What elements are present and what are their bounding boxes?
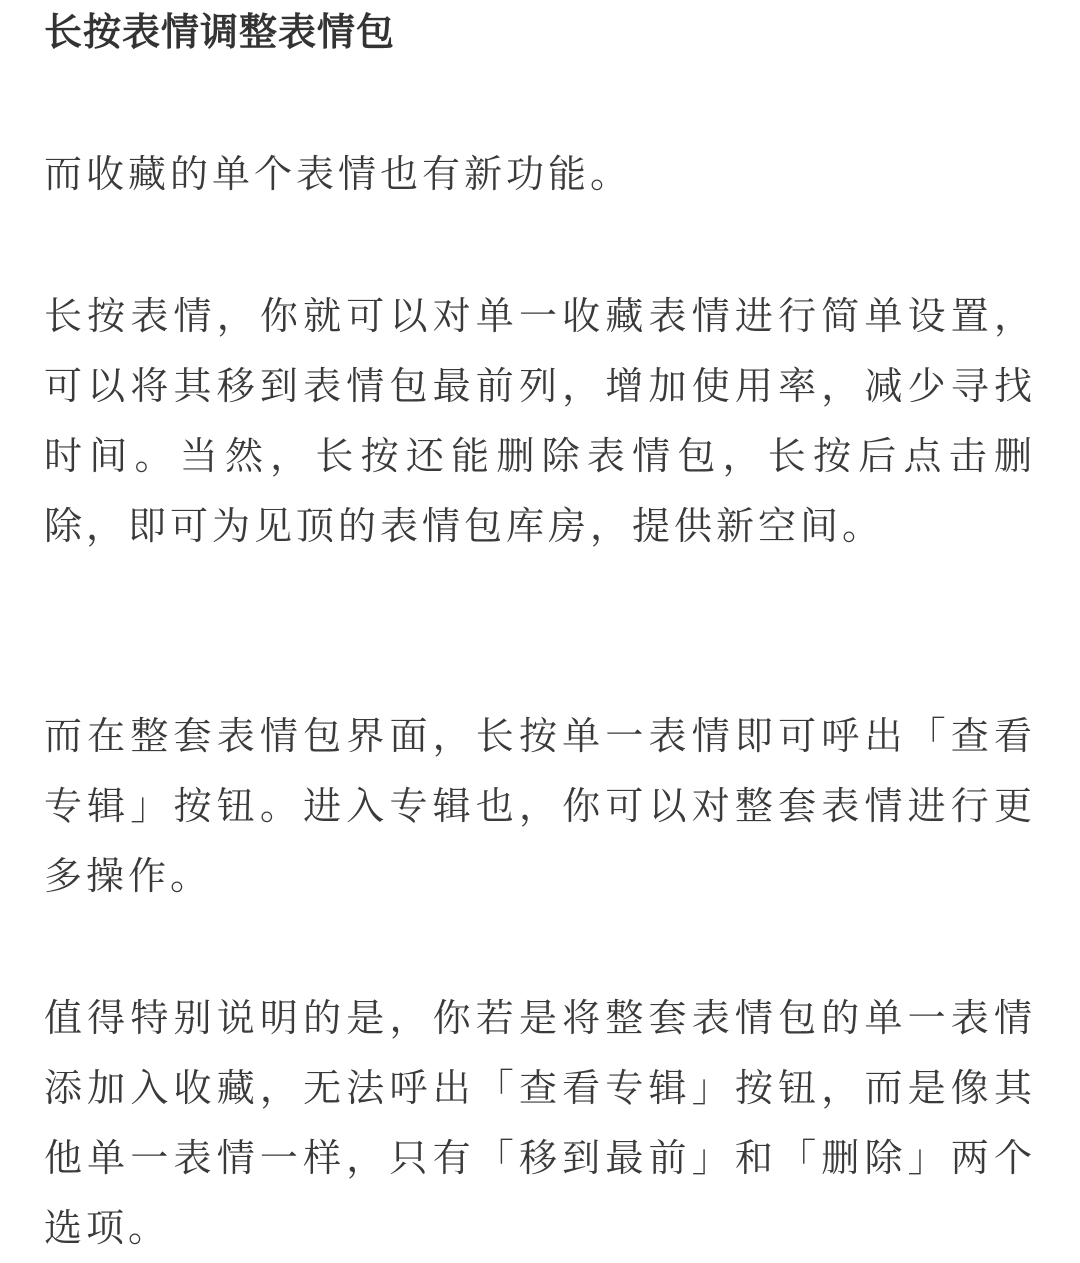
paragraph-view-album: 而在整套表情包界面，长按单一表情即可呼出「查看专辑」按钮。进入专辑也，你可以对整套表情进行更多操作。 bbox=[44, 714, 1036, 898]
paragraph-long-press-settings: 长按表情，你就可以对单一收藏表情进行简单设置，可以将其移到表情包最前列，增加使用率，减少寻找时间。当然，长按还能删除表情包，长按后点击删除，即可为见顶的表情包库房，提供新空间。 bbox=[44, 294, 1036, 548]
paragraph-special-note: 值得特别说明的是，你若是将整套表情包的单一表情添加入收藏，无法呼出「查看专辑」按钮，而是像其他单一表情一样，只有「移到最前」和「删除」两个选项。 bbox=[44, 996, 1036, 1250]
section-title: 长按表情调整表情包 bbox=[44, 10, 396, 54]
paragraph-favorites-new-feature: 而收藏的单个表情也有新功能。 bbox=[44, 152, 633, 196]
